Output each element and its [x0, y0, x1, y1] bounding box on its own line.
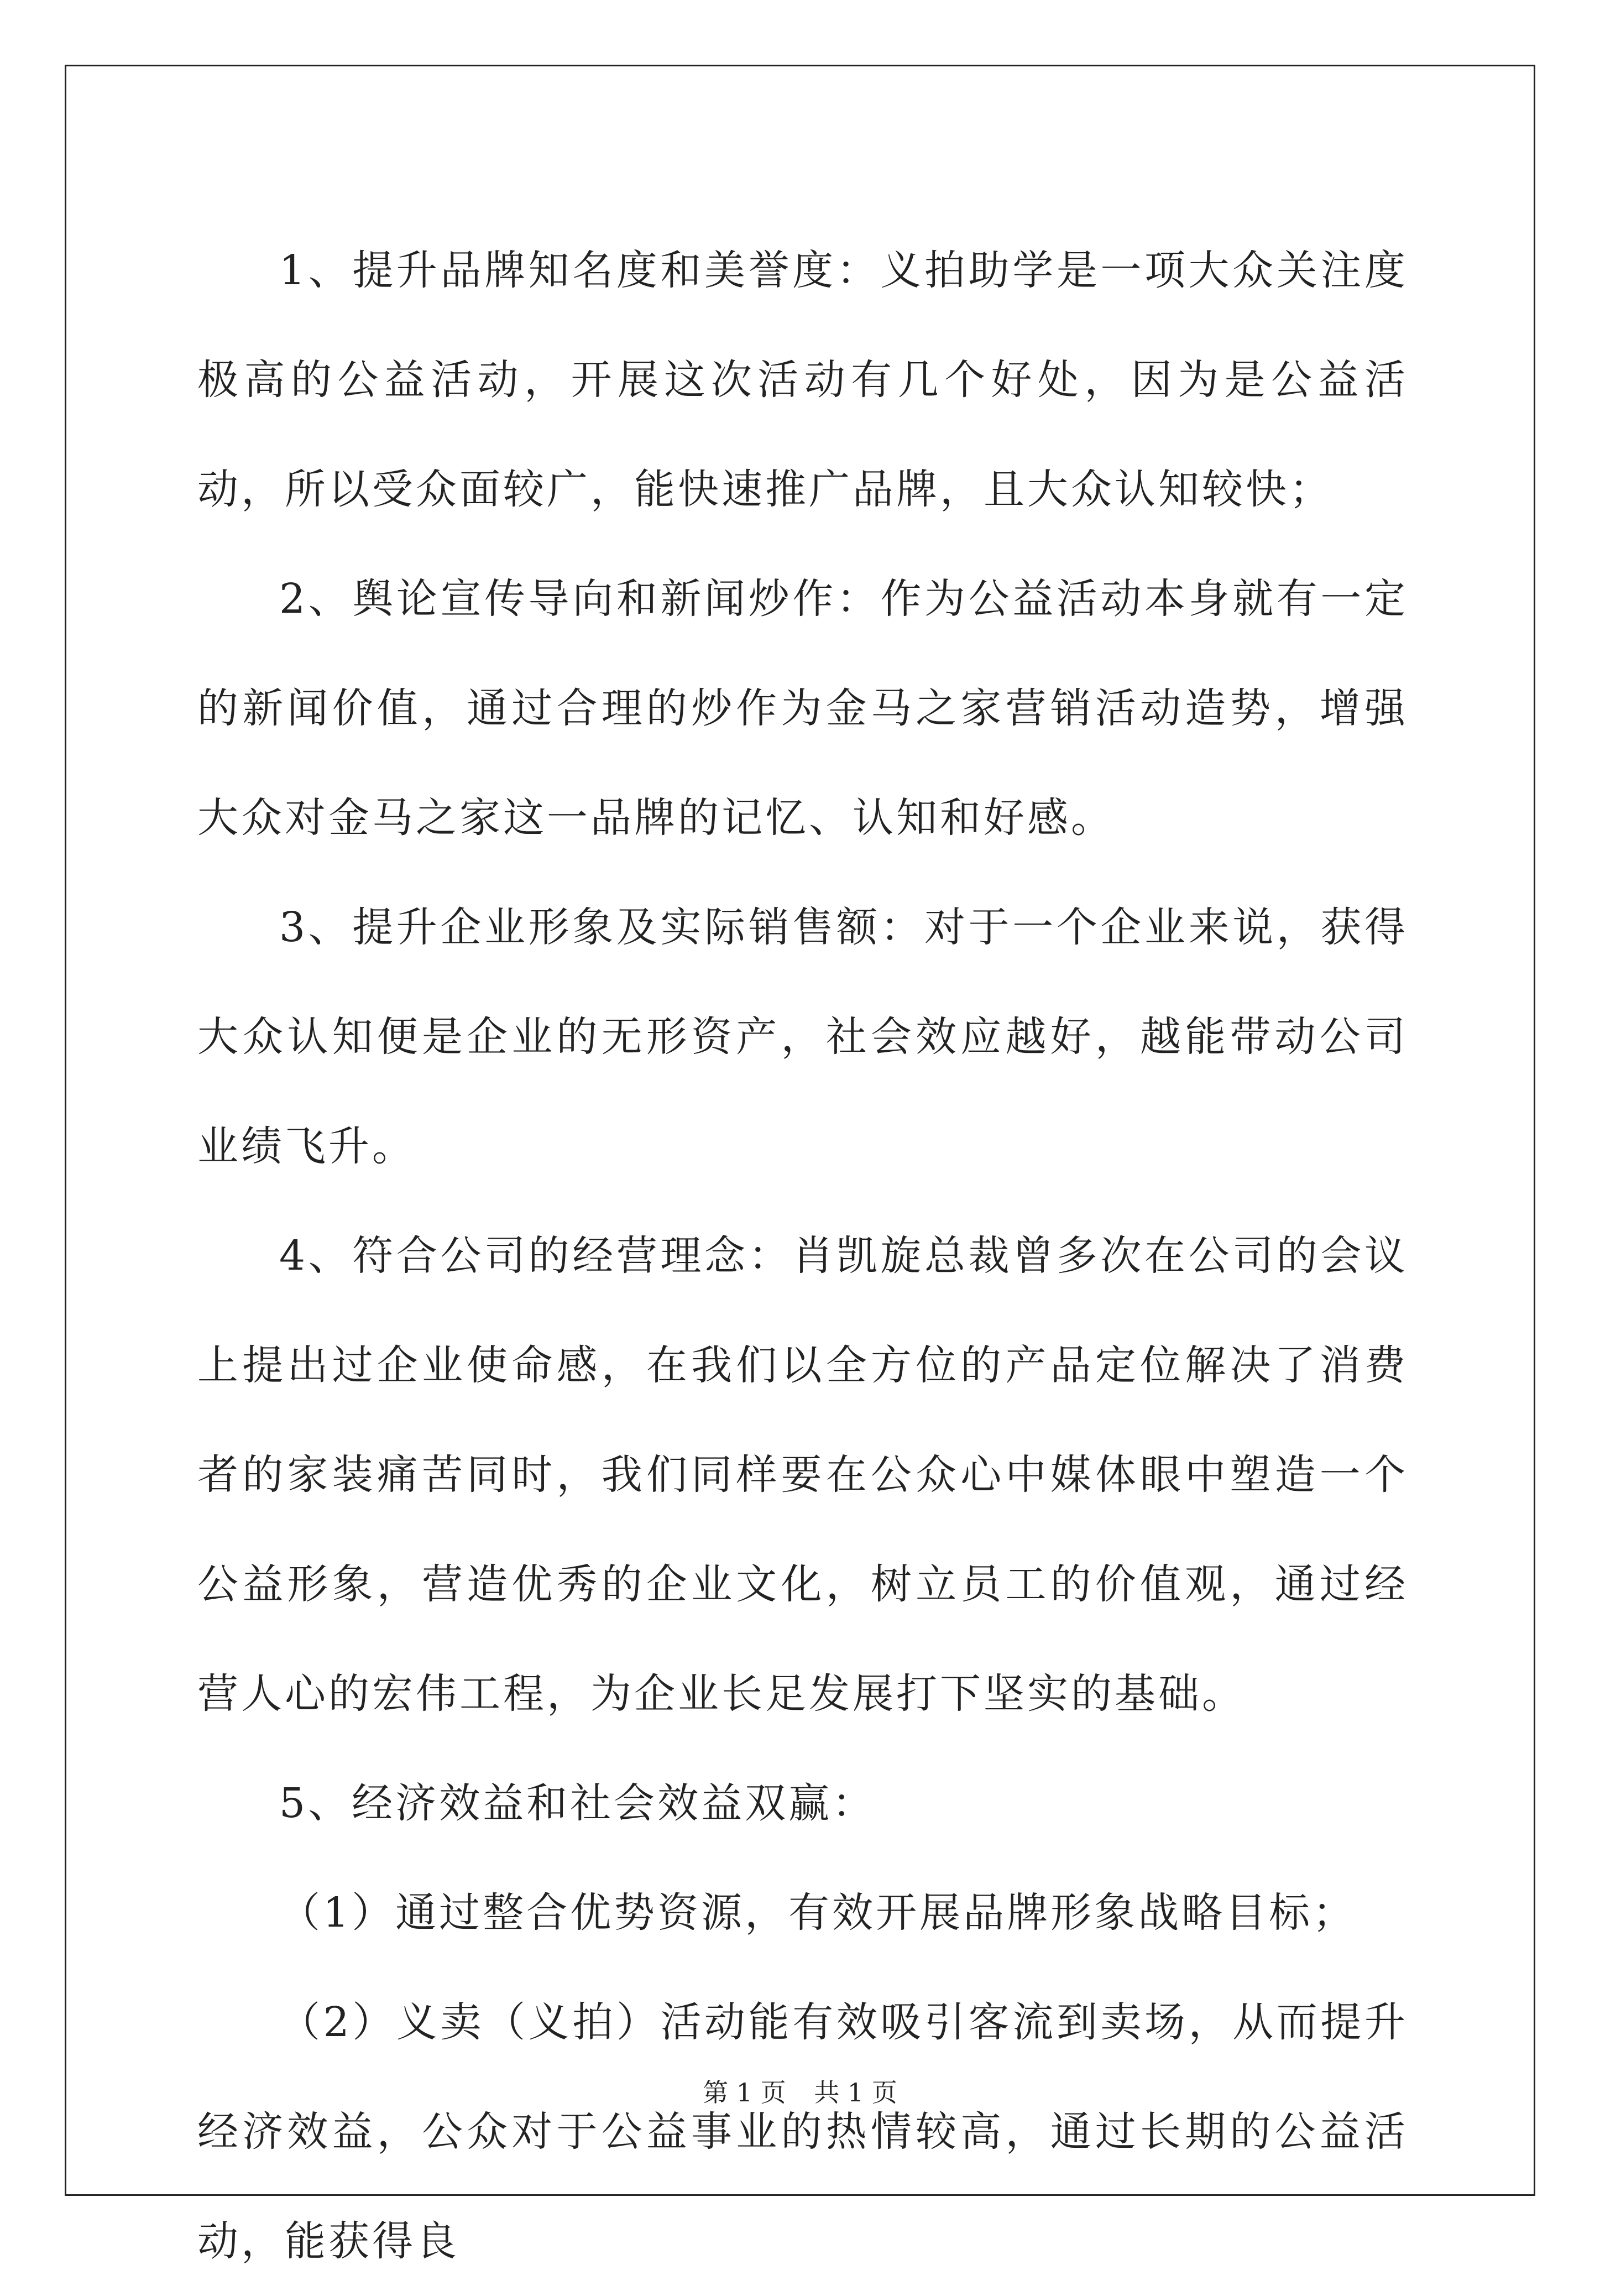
paragraph-1: 1、提升品牌知名度和美誉度：义拍助学是一项大众关注度极高的公益活动，开展这次活动有几个好处，因为是公益活动，所以受众面较广，能快速推广品牌，且大众认知较快；: [197, 247, 1408, 513]
paragraph-4: 4、符合公司的经营理念：肖凯旋总裁曾多次在公司的会议上提出过企业使命感，在我们以全方位的产品定位解决了消费者的家装痛苦同时，我们同样要在公众心中媒体眼中塑造一个公益形象，营造优秀的企业文化，树立员工的价值观，通过经营人心的宏伟工程，为企业长足发展打下坚实的基础。: [197, 1232, 1408, 1718]
document-body: [197, 216, 1408, 2296]
page-number: 第 1 页: [703, 2078, 786, 2107]
page-footer: [0, 2073, 1600, 2109]
paragraph-5-item-2: （2）义卖（义拍）活动能有效吸引客流到卖场，从而提升经济效益，公众对于公益事业的热情较高，通过长期的公益活动，能获得良: [197, 1998, 1408, 2265]
paragraph-3: 3、提升企业形象及实际销售额：对于一个企业来说，获得大众认知便是企业的无形资产，社会效应越好，越能带动公司业绩飞升。: [197, 904, 1408, 1170]
paragraph-5-item-1: （1）通过整合优势资源，有效开展品牌形象战略目标；: [279, 1889, 1357, 1937]
paragraph-5: 5、经济效益和社会效益双赢：: [279, 1780, 876, 1827]
page-total: 共 1 页: [814, 2078, 897, 2107]
paragraph-2: 2、舆论宣传导向和新闻炒作：作为公益活动本身就有一定的新闻价值，通过合理的炒作为金马之家营销活动造势，增强大众对金马之家这一品牌的记忆、认知和好感。: [197, 575, 1408, 842]
